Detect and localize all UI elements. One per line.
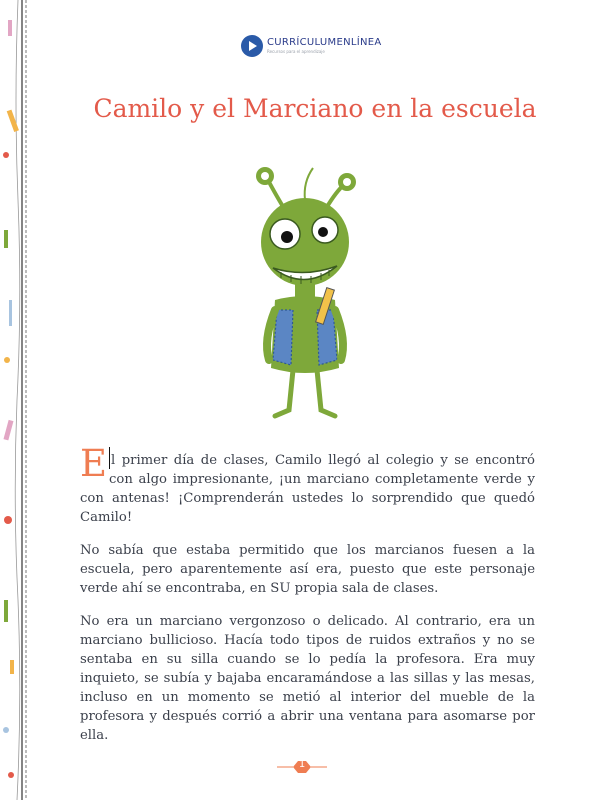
text-cursor xyxy=(109,447,110,469)
logo-name: CURRÍCULUMENLÍNEA xyxy=(267,37,382,48)
dropcap: E xyxy=(80,442,108,485)
page-number-text: 1 xyxy=(298,759,306,770)
paragraph-3: No era un marciano vergonzoso o delicado. Al contrario, era un marciano bullicioso. Hacía todo tipos de ruidos extraños y no se sentaba en su silla cuando se lo pedía la profesora. Era muy inquieto, se subía y bajaba encaramándose a las sillas y las mesas, incluso en un momento se metió al interior del mueble de la profesora y después corrió a abrir una ventana para asomarse por ella. xyxy=(80,614,535,743)
site-logo xyxy=(240,34,380,58)
paragraph-1 xyxy=(80,442,535,527)
story-body xyxy=(80,442,535,759)
green-alien-illustration xyxy=(245,160,365,422)
story-title: Camilo y el Marciano en la escuela xyxy=(93,94,537,123)
paragraph-1-text: l primer día de clases, Camilo llegó al colegio y se encontró con algo impresionante, ¡un marciano completamente verde y con antenas! ¡Comprenderán ustedes lo sorprendido que quedó Camilo! xyxy=(80,453,535,525)
decorative-border xyxy=(0,0,30,800)
play-circle-icon xyxy=(240,34,264,58)
page-number xyxy=(277,758,327,776)
logo-tagline: Recursos para el aprendizaje xyxy=(267,49,325,54)
paragraph-2: No sabía que estaba permitido que los marcianos fuesen a la escuela, pero aparentemente así era, puesto que este personaje verde ahí se encontraba, en SU propia sala de clases. xyxy=(80,543,535,596)
